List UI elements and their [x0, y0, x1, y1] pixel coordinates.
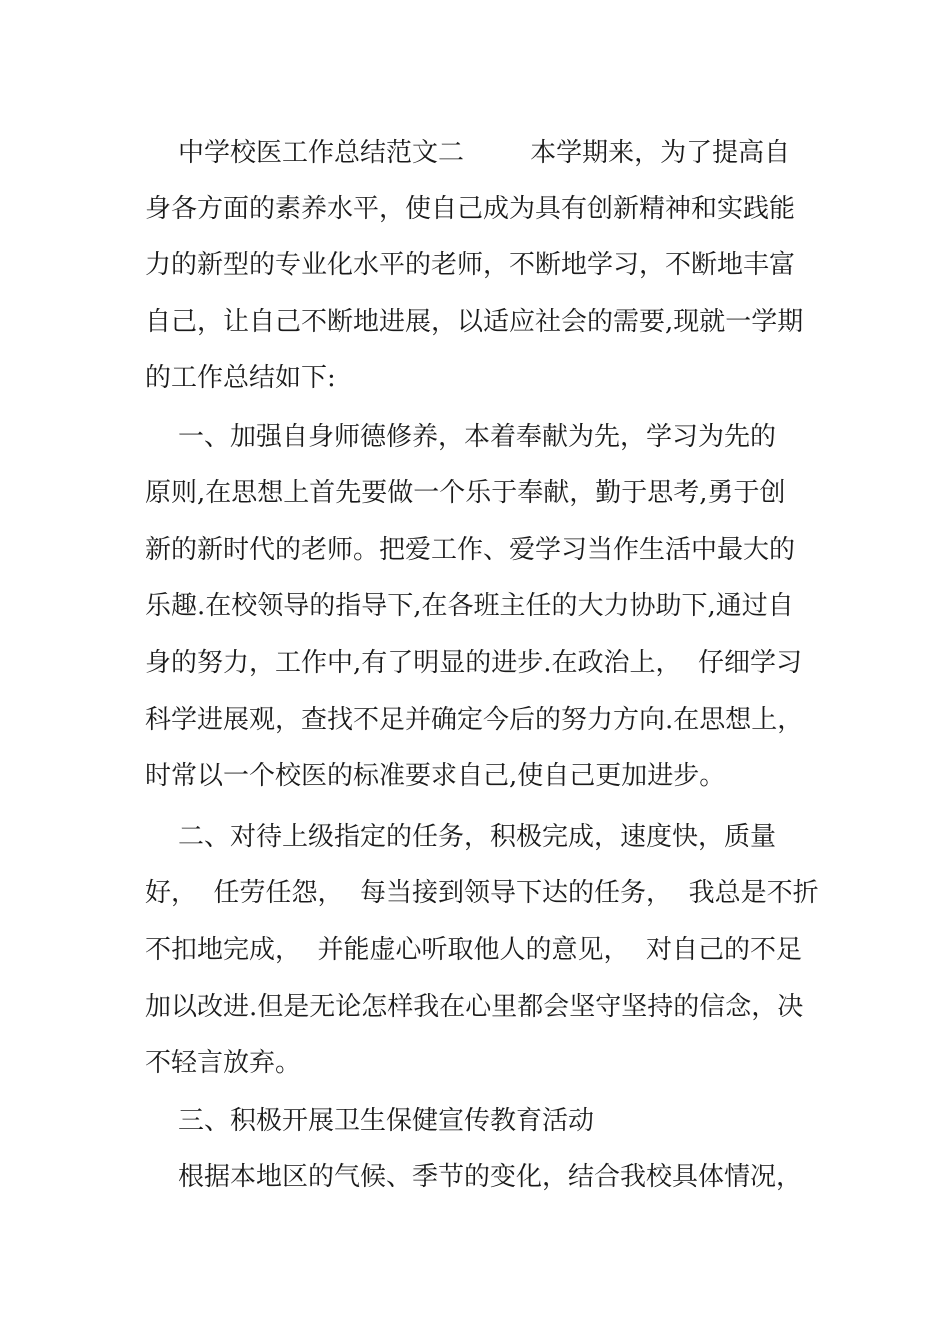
text-line-6: 一、加强自身师德修养，本着奉献为先，学习为先的 [145, 422, 777, 452]
text-line-18: 三、积极开展卫生保健宣传教育活动 [145, 1106, 595, 1136]
text-line-1: 中学校医工作总结范文二 本学期来，为了提高自 [145, 138, 791, 168]
text-line-12: 时常以一个校医的标准要求自己,使自己更加进步。 [145, 761, 726, 791]
text-line-9: 乐趣.在校领导的指导下,在各班主任的大力协助下,通过自 [145, 591, 794, 621]
text-line-8: 新的新时代的老师。把爱工作、爱学习当作生活中最大的 [145, 535, 796, 565]
text-line-10: 身的努力，工作中,有了明显的进步.在政治上， 仔细学习 [145, 648, 803, 678]
text-line-17: 不轻言放弃。 [145, 1048, 302, 1078]
text-line-16: 加以改进.但是无论怎样我在心里都会坚守坚持的信念，决 [145, 992, 804, 1022]
text-line-13: 二、对待上级指定的任务，积极完成，速度快，质量 [145, 822, 777, 852]
text-line-7: 原则,在思想上首先要做一个乐于奉献，勤于思考,勇于创 [145, 478, 786, 508]
text-line-15: 不扣地完成， 并能虚心听取他人的意见， 对自己的不足 [145, 935, 803, 965]
text-line-11: 科学进展观，查找不足并确定今后的努力方向.在思想上， [145, 705, 804, 735]
text-line-4: 自己，让自己不断地进展，以适应社会的需要,现就一学期 [145, 307, 804, 337]
text-line-5: 的工作总结如下: [145, 363, 336, 393]
text-line-19: 根据本地区的气候、季节的变化，结合我校具体情况， [145, 1162, 803, 1192]
text-line-14: 好， 任劳任怨， 每当接到领导下达的任务， 我总是不折 [145, 878, 819, 908]
text-line-3: 力的新型的专业化水平的老师，不断地学习，不断地丰富 [145, 250, 796, 280]
text-line-2: 身各方面的素养水平，使自己成为具有创新精神和实践能 [145, 194, 796, 224]
